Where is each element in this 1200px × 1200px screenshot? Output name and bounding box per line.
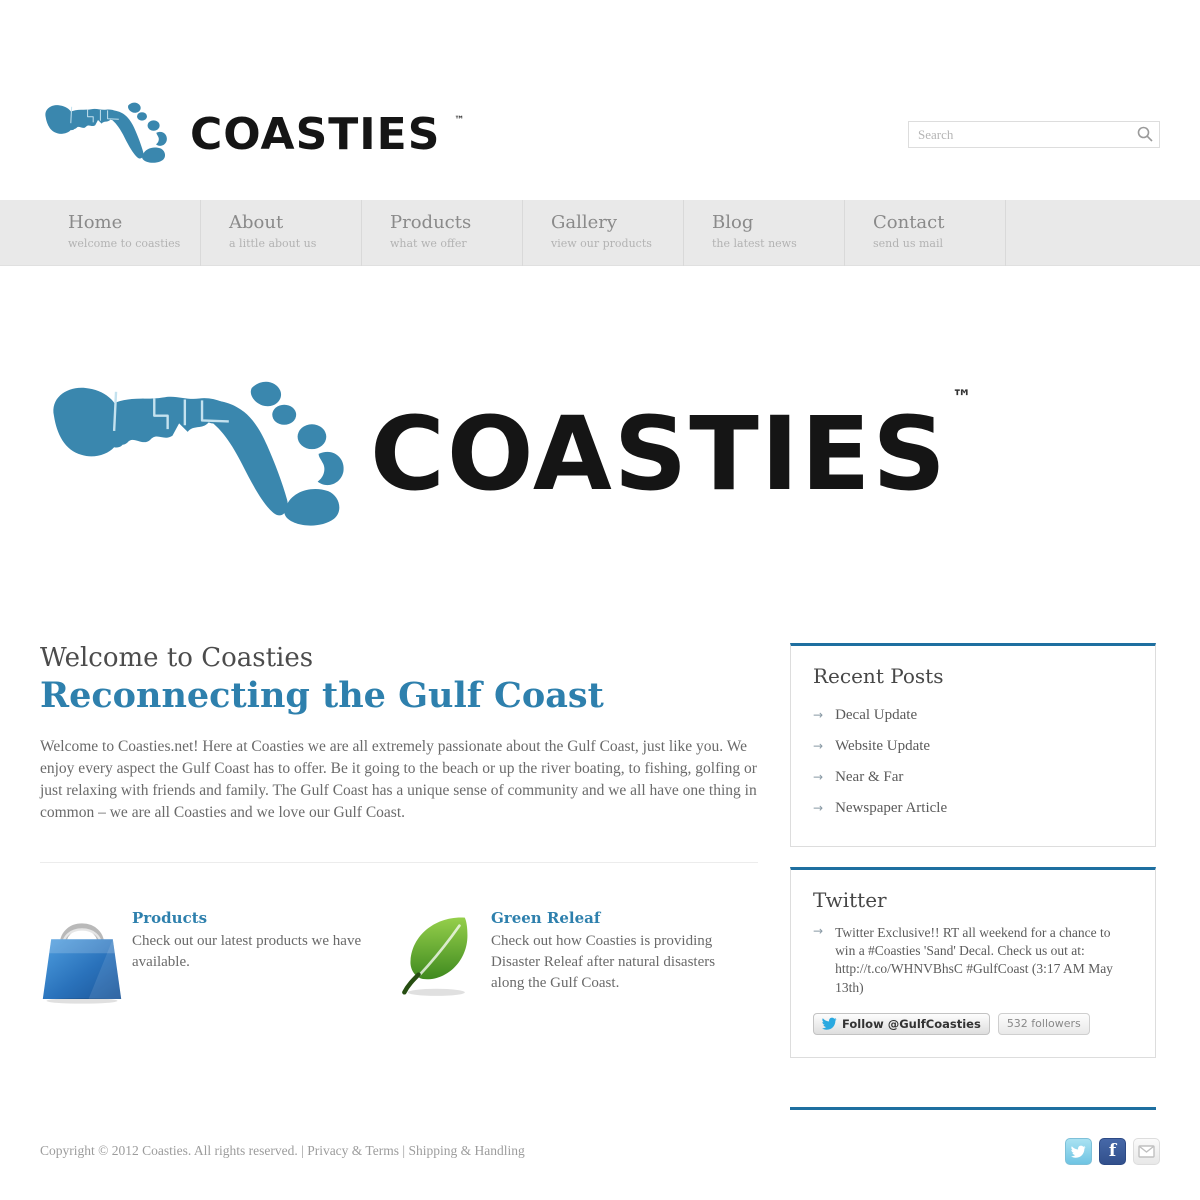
banner-wordmark: COASTIES: [370, 394, 948, 514]
logo-wordmark: COASTIES: [190, 109, 441, 160]
arrow-icon: →: [813, 770, 824, 784]
sidebar: [790, 643, 1156, 1110]
arrow-icon: →: [813, 739, 824, 753]
twitter-box: [790, 867, 1156, 1058]
footer: [0, 1138, 1200, 1165]
arrow-icon: →: [813, 924, 824, 938]
hero-banner: [0, 366, 1200, 543]
email-social-icon[interactable]: [1133, 1138, 1160, 1165]
nav-label: Products: [390, 212, 472, 233]
twitter-widget-row: [813, 1013, 1133, 1035]
twitter-social-icon[interactable]: [1065, 1138, 1092, 1165]
main-navigation: [0, 200, 1200, 266]
recent-post-label: Newspaper Article: [835, 800, 948, 816]
followers-count-badge[interactable]: 532 followers: [998, 1013, 1090, 1035]
recent-post-link[interactable]: [813, 762, 1133, 793]
nav-sublabel: the latest news: [712, 237, 797, 250]
feature-green-releaf-text: Check out how Coasties is providing Disaster Releaf after natural disasters along the Gulf Coast.: [491, 933, 716, 991]
nav-item-products[interactable]: [362, 200, 523, 266]
arrow-icon: →: [813, 801, 824, 815]
nav-item-home[interactable]: [40, 200, 201, 266]
nav-label: Contact: [873, 212, 945, 233]
nav-item-about[interactable]: [201, 200, 362, 266]
main-content: [0, 643, 1200, 1110]
intro-paragraph: Welcome to Coasties.net! Here at Coasties we are all extremely passionate about the Gulf Coast, just like you. We enjoy every aspect the Gulf Coast has to offer. Be it going to the beach or up the river boating, to fishing, golfing or just relaxing with friends and family. The Gulf Coast has a unique sense of community and we all have one thing in common – we are all Coasties and we love our Gulf Coast.: [40, 738, 757, 821]
nav-item-contact[interactable]: [845, 200, 1006, 266]
footer-text: [40, 1143, 525, 1159]
twitter-follow-button[interactable]: [813, 1013, 990, 1035]
nav-sublabel: view our products: [551, 237, 652, 250]
nav-label: Gallery: [551, 212, 618, 233]
recent-post-link[interactable]: [813, 793, 1133, 824]
feature-green-releaf-link[interactable]: Green Releaf: [491, 909, 601, 927]
shipping-handling-link[interactable]: Shipping & Handling: [408, 1143, 525, 1159]
nav-label: About: [229, 212, 284, 233]
shopping-bag-icon[interactable]: [40, 909, 132, 1010]
tweet-item[interactable]: [813, 924, 1133, 997]
social-links: [1065, 1138, 1160, 1165]
feature-text-block: [132, 909, 382, 1010]
nav-label: Blog: [712, 212, 754, 233]
recent-post-label: Decal Update: [835, 707, 918, 723]
twitter-bird-icon: [822, 1017, 837, 1030]
search-input[interactable]: [908, 121, 1160, 148]
nav-item-blog[interactable]: [684, 200, 845, 266]
copyright-text: Copyright © 2012 Coasties. All rights reserved.: [40, 1143, 298, 1159]
privacy-terms-link[interactable]: Privacy & Terms: [307, 1143, 399, 1159]
feature-row: [40, 909, 758, 1010]
page-headline: Reconnecting the Gulf Coast: [40, 675, 604, 716]
footer-separator: |: [398, 1143, 409, 1159]
nav-label: Home: [68, 212, 123, 233]
sidebar-accent-line: [790, 1107, 1156, 1110]
nav-item-gallery[interactable]: [523, 200, 684, 266]
recent-post-link[interactable]: [813, 700, 1133, 731]
feature-products: [40, 909, 399, 1010]
arrow-icon: →: [813, 708, 824, 722]
footprint-logo-icon: [40, 96, 176, 173]
trademark-symbol: ™: [454, 115, 465, 126]
nav-sublabel: what we offer: [390, 237, 467, 250]
twitter-box-title: Twitter: [813, 888, 887, 912]
tweet-text: Twitter Exclusive!! RT all weekend for a chance to win a #Coasties 'Sand' Decal. Check us out at: http://t.co/WHNVBhsC #GulfCoast (3:17 AM May 13th): [835, 925, 1113, 995]
feature-products-link[interactable]: Products: [132, 909, 208, 927]
recent-posts-title: Recent Posts: [813, 664, 944, 688]
footprint-banner-icon: [40, 366, 366, 543]
content-column: [40, 643, 758, 1110]
site-header: [0, 0, 1200, 200]
recent-post-label: Website Update: [835, 738, 931, 754]
feature-green-releaf: [399, 909, 758, 1010]
content-divider: [40, 862, 758, 863]
welcome-title: Welcome to Coasties: [40, 643, 314, 673]
follow-button-label: Follow @GulfCoasties: [842, 1016, 981, 1031]
search-box: [908, 121, 1160, 148]
recent-posts-box: [790, 643, 1156, 847]
feature-text-block: [491, 909, 741, 1010]
banner-trademark-symbol: ™: [951, 384, 972, 409]
feature-products-text: Check out our latest products we have available.: [132, 933, 362, 970]
leaf-icon[interactable]: [399, 909, 491, 1010]
nav-sublabel: welcome to coasties: [68, 237, 181, 250]
search-icon[interactable]: [1136, 125, 1154, 148]
facebook-social-icon[interactable]: f: [1099, 1138, 1126, 1165]
footer-separator: |: [297, 1143, 308, 1159]
nav-sublabel: send us mail: [873, 237, 944, 250]
recent-post-link[interactable]: [813, 731, 1133, 762]
nav-sublabel: a little about us: [229, 237, 317, 250]
recent-post-label: Near & Far: [835, 769, 904, 785]
header-logo[interactable]: [40, 96, 464, 173]
